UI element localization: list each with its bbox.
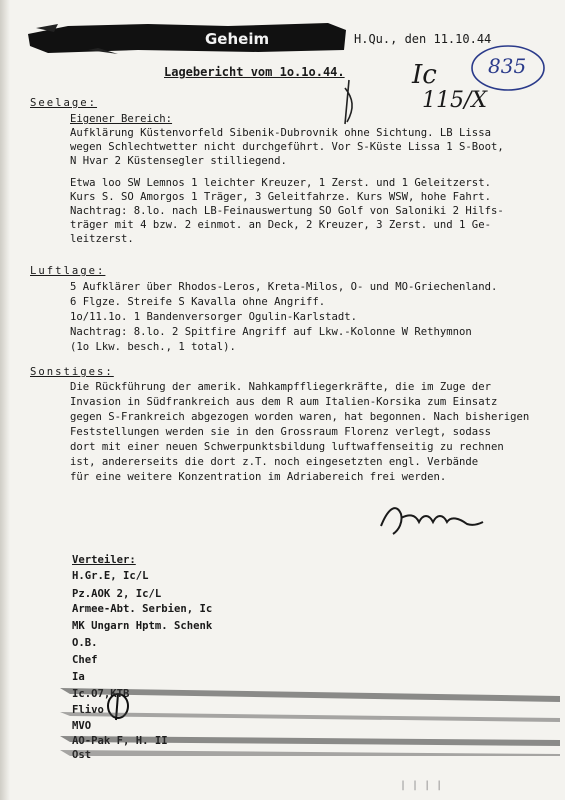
- signature: [375, 500, 485, 540]
- luftlage-line: 5 Aufklärer über Rhodos-Leros, Kreta-Milos, O- und MO-Griechenland.: [70, 281, 498, 293]
- luftlage-line: (1o Lkw. besch., 1 total).: [70, 341, 236, 353]
- sonstiges-line: Invasion in Südfrankreich aus dem R aum Italien-Korsika zum Einsatz: [70, 396, 498, 408]
- seelage-line: Aufklärung Küstenvorfeld Sibenik-Dubrovnik ohne Sichtung. LB Lissa: [70, 127, 491, 139]
- distribution-entry: MVO: [72, 720, 92, 732]
- distribution-entry: Flivo: [72, 704, 104, 716]
- distribution-entry: H.Gr.E, Ic/L: [72, 570, 149, 582]
- distribution-entry: Armee-Abt. Serbien, Ic: [72, 603, 213, 615]
- luftlage-line: 1o/11.1o. 1 Bandenversorger Ogulin-Karlstadt.: [70, 311, 358, 323]
- distribution-heading: Verteiler:: [72, 554, 136, 566]
- seelage-line: leitzerst.: [70, 233, 134, 245]
- stamp-number: 835: [488, 54, 527, 78]
- handwritten-reference: 115/X: [422, 88, 488, 113]
- seelage-line: N Hvar 2 Küstensegler stilliegend.: [70, 155, 287, 167]
- left-edge-shadow: [0, 0, 10, 800]
- distribution-entry: Ia: [72, 671, 85, 683]
- subheading-eigener-bereich: Eigener Bereich:: [70, 113, 173, 125]
- classification-label: Geheim: [205, 30, 270, 48]
- distribution-entry: Ost: [72, 749, 92, 761]
- distribution-entry: O.B.: [72, 637, 98, 649]
- sonstiges-line: Die Rückführung der amerik. Nahkampffliegerkräfte, die im Zuge der: [70, 381, 491, 393]
- sonstiges-line: gegen S-Frankreich abgezogen worden waren, hat begonnen. Nach bisherigen: [70, 411, 530, 423]
- distribution-entry: MK Ungarn Hptm. Schenk: [72, 620, 213, 632]
- seelage-line: wegen Schlechtwetter nicht durchgeführt. Vor S-Küste Lissa 1 S-Boot,: [70, 141, 504, 153]
- report-title: Lagebericht vom 1o.1o.44.: [164, 65, 345, 79]
- sonstiges-line: Feststellungen werden sie in den Grossraum Florenz verlegt, sodass: [70, 426, 491, 438]
- handwritten-office: Ic: [412, 60, 437, 90]
- classification-bar: [28, 20, 348, 54]
- redaction-smudge: [28, 20, 348, 54]
- distribution-entry: Pz.AOK 2, Ic/L: [72, 588, 162, 600]
- seelage-line: Etwa loo SW Lemnos 1 leichter Kreuzer, 1 Zerst. und 1 Geleitzerst.: [70, 177, 491, 189]
- sonstiges-line: dort mit einer neuen Schwerpunktsbildung luftwaffenseitig zu rechnen: [70, 441, 504, 453]
- place-date: H.Qu., den 11.10.44: [354, 32, 492, 46]
- handwritten-mark: [335, 78, 365, 128]
- sonstiges-line: ist, andererseits die dort z.T. noch eingesetzten engl. Verbände: [70, 456, 479, 468]
- seelage-line: Kurs S. SO Amorgos 1 Träger, 3 Geleitfahrze. Kurs WSW, hohe Fahrt.: [70, 191, 491, 203]
- seelage-line: träger mit 4 bzw. 2 einmot. an Deck, 2 Kreuzer, 3 Zerst. und 1 Ge-: [70, 219, 491, 231]
- section-heading-sonstiges: Sonstiges:: [30, 366, 114, 378]
- seelage-line: Nachtrag: 8.lo. nach LB-Feinauswertung SO Golf von Saloniki 2 Hilfs-: [70, 205, 504, 217]
- section-heading-luftlage: Luftlage:: [30, 265, 106, 277]
- section-heading-seelage: Seelage:: [30, 97, 98, 109]
- luftlage-line: Nachtrag: 8.lo. 2 Spitfire Angriff auf Lkw.-Kolonne W Rethymnon: [70, 326, 472, 338]
- copy-noise: [0, 676, 565, 756]
- footer-frame-marks: | | | |: [400, 780, 443, 791]
- distribution-entry: Chef: [72, 654, 98, 666]
- sonstiges-line: für eine weitere Konzentration im Adriabereich frei werden.: [70, 471, 447, 483]
- luftlage-line: 6 Flgze. Streife S Kavalla ohne Angriff.: [70, 296, 326, 308]
